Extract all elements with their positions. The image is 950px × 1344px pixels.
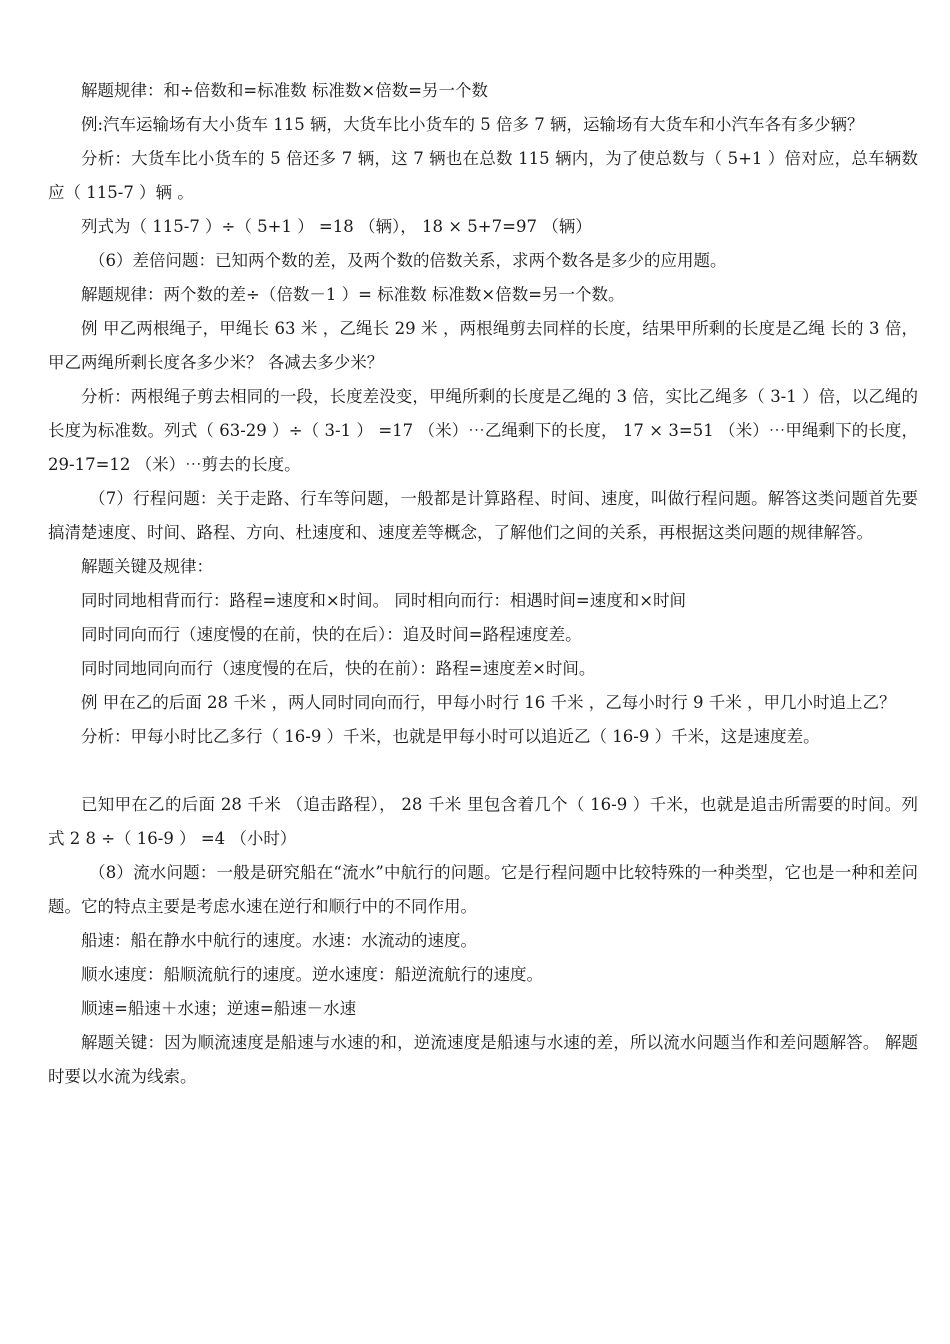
example-ropes: 例 甲乙两根绳子，甲绳长 63 米 ，乙绳长 29 米 ，两根绳剪去同样的长度，结果甲所剩的长度是乙绳 长的 3 倍，甲乙两绳所剩长度各多少米？ 各减去多少米？ [48, 319, 918, 372]
travel-rule-same-direction: 同时同地同向而行（速度慢的在后，快的在前）：路程=速度差×时间。 [81, 659, 596, 678]
definition-boat-speed: 船速：船在静水中航行的速度。水速：水流动的速度。 [81, 931, 477, 950]
section-travel: （7）行程问题：关于走路、行车等问题，一般都是计算路程、时间、速度，叫做行程问题。解答这类问题首先要搞清楚速度、时间、路程、方向、杜速度和、速度差等概念，了解他们之间的关系，再根据这类问题的规律解答。 [48, 489, 918, 542]
rule-difference-multiple: 解题规律：两个数的差÷（倍数－1 ）= 标准数 标准数×倍数=另一个数。 [81, 285, 625, 304]
document-page [48, 74, 918, 1094]
example-trucks: 例:汽车运输场有大小货车 115 辆，大货车比小货车的 5 倍多 7 辆，运输场有大货车和小汽车各有多少辆？ [81, 115, 864, 134]
travel-rule-chase: 同时同向而行（速度慢的在前，快的在后）：追及时间=路程速度差。 [81, 625, 582, 644]
analysis-trucks: 分析：大货车比小货车的 5 倍还多 7 辆，这 7 辆也在总数 115 辆内，为了使总数与（ 5+1 ）倍对应，总车辆数应（ 115-7 ）辆 。 [48, 149, 918, 202]
formula-trucks: 列式为（ 115-7 ）÷（ 5+1 ） =18 （辆）， 18 × 5+7=97 （辆） [81, 217, 592, 236]
example-chase: 例 甲在乙的后面 28 千米 ，两人同时同向而行，甲每小时行 16 千米 ，乙每小时行 9 千米 ，甲几小时追上乙？ [81, 693, 896, 712]
rule-sum-multiple: 解题规律：和÷倍数和=标准数 标准数×倍数=另一个数 [81, 81, 489, 100]
key-flowing-water: 解题关键：因为顺流速度是船速与水速的和，逆流速度是船速与水速的差，所以流水问题当作和差问题解答。 解题时要以水流为线索。 [48, 1033, 918, 1086]
definition-downstream-speed: 顺水速度：船顺流航行的速度。逆水速度：船逆流航行的速度。 [81, 965, 543, 984]
travel-rules-heading: 解题关键及规律： [81, 557, 213, 576]
analysis-chase-continued: 已知甲在乙的后面 28 千米 （追击路程）， 28 千米 里包含着几个（ 16-9 ）千米，也就是追击所需要的时间。列式 2 8 ÷（ 16-9 ） =4 （小时） [48, 795, 918, 848]
formula-downstream-upstream: 顺速=船速＋水速；逆速=船速－水速 [81, 999, 357, 1018]
blank-line [48, 754, 918, 788]
section-flowing-water: （8）流水问题：一般是研究船在“流水”中航行的问题。它是行程问题中比较特殊的一种类型，它也是一种和差问题。它的特点主要是考虑水速在逆行和顺行中的不同作用。 [48, 863, 918, 916]
analysis-ropes: 分析：两根绳子剪去相同的一段，长度差没变，甲绳所剩的长度是乙绳的 3 倍，实比乙绳多（ 3-1 ）倍，以乙绳的长度为标准数。列式（ 63-29 ）÷（ 3-1 ） =17 （米）⋯乙绳剩下的长度， 17 × 3=51 （米）⋯甲绳剩下的长度， 29-17=12 （米）⋯剪去的长度。 [48, 387, 918, 474]
travel-rule-opposite: 同时同地相背而行：路程=速度和×时间。 同时相向而行：相遇时间=速度和×时间 [81, 591, 687, 610]
analysis-chase: 分析：甲每小时比乙多行（ 16-9 ）千米，也就是甲每小时可以追近乙（ 16-9 ）千米，这是速度差。 [81, 727, 820, 746]
section-difference-multiple: （6）差倍问题：已知两个数的差，及两个数的倍数关系，求两个数各是多少的应用题。 [89, 251, 727, 270]
